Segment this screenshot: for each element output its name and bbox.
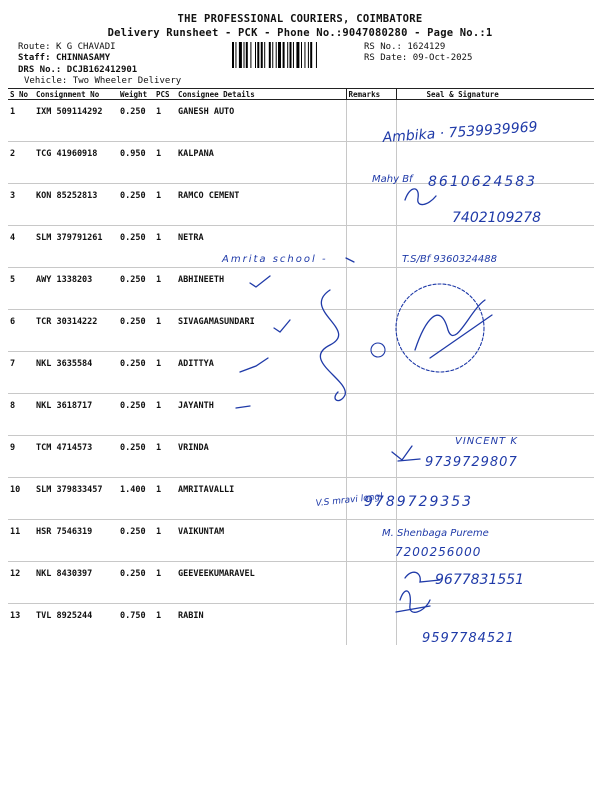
table-row [8, 226, 594, 268]
rs-no-value: 1624129 [407, 42, 446, 52]
cell-signature [396, 310, 594, 352]
cell-consignment: NKL 3635584 [34, 352, 118, 394]
cell-signature [396, 184, 594, 226]
table-row [8, 100, 594, 142]
cell-remarks [346, 142, 396, 184]
cell-consignment: HSR 7546319 [34, 520, 118, 562]
cell-pcs: 1 [154, 226, 176, 268]
table-row [8, 184, 594, 226]
cell-signature [396, 436, 594, 478]
handwritten-note: 8610624583 [428, 174, 538, 190]
barcode-icon [232, 42, 360, 68]
cell-pcs: 1 [156, 611, 162, 621]
table-row [8, 310, 594, 352]
table-row [8, 142, 594, 184]
vehicle-label: Vehicle: [24, 76, 68, 86]
cell-consignment: NKL 3618717 [34, 394, 118, 436]
cell-remarks [346, 604, 396, 646]
rs-no-line [364, 42, 445, 54]
cell-remarks [346, 184, 396, 226]
cell-consignment: SLM 379791261 [34, 226, 118, 268]
cell-weight: 0.250 [118, 436, 154, 478]
cell-signature [396, 268, 594, 310]
vehicle-line [24, 76, 181, 88]
cell-consignee: NETRA [176, 226, 346, 268]
cell-remarks [346, 478, 396, 520]
cell-sno: 2 [8, 142, 34, 184]
cell-pcs: 1 [154, 436, 176, 478]
cell-weight: 0.750 [120, 611, 146, 621]
cell-consignee: GANESH AUTO [176, 100, 346, 142]
cell-signature [396, 352, 594, 394]
cell-pcs: 1 [154, 478, 176, 520]
cell-remarks [346, 394, 396, 436]
handwritten-note: Amrita school - [222, 254, 328, 265]
cell-signature [396, 478, 594, 520]
table-header-row [8, 89, 594, 100]
staff-label: Staff: [18, 53, 51, 63]
cell-pcs: 1 [154, 310, 176, 352]
cell-remarks [346, 520, 396, 562]
handwritten-note: VINCENT K [455, 436, 518, 447]
cell-consignee: VAIKUNTAM [176, 520, 346, 562]
cell-signature [396, 142, 594, 184]
cell-signature [396, 100, 594, 142]
cell-consignment: IXM 509114292 [34, 100, 118, 142]
rs-no-label: RS No.: [364, 42, 402, 52]
table-row [8, 562, 594, 604]
cell-sno: 13 [10, 611, 21, 621]
handwritten-note: 9789729353 [364, 494, 474, 510]
company-title: THE PROFESSIONAL COURIERS, COIMBATORE [177, 13, 423, 25]
handwritten-note: T.S/Bf 9360324488 [402, 254, 497, 265]
cell-pcs: 1 [154, 394, 176, 436]
cell-sno: 8 [8, 394, 34, 436]
cell-sno: 5 [8, 268, 34, 310]
cell-consignee: AMRITAVALLI [176, 478, 346, 520]
cell-sno: 1 [8, 100, 34, 142]
cell-weight: 0.950 [118, 142, 154, 184]
drs-line [18, 65, 137, 77]
cell-consignee: RABIN [178, 611, 204, 621]
cell-pcs: 1 [154, 268, 176, 310]
drs-value: DCJB162412901 [66, 65, 138, 75]
route-value: K G CHAVADI [55, 42, 116, 52]
rs-date-value: 09-Oct-2025 [412, 53, 473, 63]
vehicle-value: Two Wheeler Delivery [72, 76, 182, 86]
handwritten-note: 9739729807 [425, 455, 518, 470]
cell-remarks [346, 100, 396, 142]
cell-signature [396, 562, 594, 604]
cell-weight: 0.250 [118, 268, 154, 310]
staff-value: CHINNASAMY [55, 53, 111, 63]
cell-sno: 6 [8, 310, 34, 352]
col-pcs: PCS [154, 89, 176, 100]
cell-pcs: 1 [154, 352, 176, 394]
cell-remarks [346, 268, 396, 310]
cell-pcs: 1 [154, 562, 176, 604]
route-line [18, 42, 116, 54]
handwritten-note: 9677831551 [435, 572, 525, 588]
cell-sno: 7 [8, 352, 34, 394]
cell-consignee: KALPANA [176, 142, 346, 184]
cell-signature [396, 520, 594, 562]
cell-consignee: VRINDA [176, 436, 346, 478]
handwritten-note: 7402109278 [452, 210, 542, 226]
handwritten-note: 7200256000 [395, 545, 482, 559]
cell-pcs: 1 [154, 100, 176, 142]
cell-weight: 1.400 [118, 478, 154, 520]
cell-consignee: GEEVEEKUMARAVEL [176, 562, 346, 604]
table-row [8, 394, 594, 436]
handwritten-note: Ambika · 7539939969 [382, 119, 539, 146]
cell-sno: 4 [8, 226, 34, 268]
cell-weight: 0.250 [118, 100, 154, 142]
cell-remarks [346, 562, 396, 604]
table-row [8, 478, 594, 520]
cell-sno: 3 [8, 184, 34, 226]
cell-pcs: 1 [154, 184, 176, 226]
cell-remarks [346, 226, 396, 268]
staff-line [18, 53, 110, 65]
cell-consignment: TVL 8925244 [36, 611, 93, 621]
cell-weight: 0.250 [118, 352, 154, 394]
cell-sno: 11 [8, 520, 34, 562]
cell-consignment: NKL 8430397 [34, 562, 118, 604]
cell-signature [396, 394, 594, 436]
col-consignment: Consignment No [34, 89, 118, 100]
cell-weight: 0.250 [118, 520, 154, 562]
cell-remarks [346, 310, 396, 352]
table-row [8, 352, 594, 394]
cell-consignee: ABHINEETH [176, 268, 346, 310]
cell-weight: 0.250 [118, 562, 154, 604]
cell-consignee: RAMCO CEMENT [176, 184, 346, 226]
cell-consignment: TCR 30314222 [34, 310, 118, 352]
delivery-table [8, 88, 594, 645]
rs-date-label: RS Date: [364, 53, 408, 63]
handwritten-note: Mahy Bf [372, 174, 413, 185]
cell-consignment: AWY 1338203 [34, 268, 118, 310]
cell-weight: 0.250 [118, 310, 154, 352]
runsheet-subtitle: Delivery Runsheet - PCK - Phone No.:9047080280 - Page No.:1 [107, 27, 493, 39]
cell-consignee: SIVAGAMASUNDARI [176, 310, 346, 352]
cell-consignee: JAYANTH [176, 394, 346, 436]
col-signature: Seal & Signature [396, 89, 594, 100]
cell-consignment: SLM 379833457 [34, 478, 118, 520]
handwritten-note: M. Shenbaga Pureme [382, 528, 489, 539]
col-remarks: Remarks [346, 89, 396, 100]
handwritten-note: 9597784521 [422, 631, 515, 646]
route-label: Route: [18, 42, 51, 52]
cell-weight: 0.250 [118, 394, 154, 436]
cell-consignment: TCG 41960918 [34, 142, 118, 184]
table-row [8, 268, 594, 310]
cell-pcs: 1 [154, 142, 176, 184]
table-row [8, 520, 594, 562]
cell-weight: 0.250 [118, 184, 154, 226]
col-consignee: Consignee Details [176, 89, 346, 100]
col-sno: S No [8, 89, 34, 100]
cell-remarks [346, 352, 396, 394]
cell-consignment: TCM 4714573 [34, 436, 118, 478]
rs-date-line [364, 53, 472, 65]
cell-sno: 10 [8, 478, 34, 520]
cell-remarks [346, 436, 396, 478]
cell-signature [396, 226, 594, 268]
drs-label: DRS No.: [18, 65, 62, 75]
cell-consignment: KON 85252813 [34, 184, 118, 226]
cell-signature [396, 604, 594, 646]
cell-weight: 0.250 [118, 226, 154, 268]
cell-sno: 12 [8, 562, 34, 604]
cell-pcs: 1 [154, 520, 176, 562]
handwritten-note: V.S mravi longl [315, 492, 384, 509]
cell-consignee: ADITTYA [176, 352, 346, 394]
col-weight: Weight [118, 89, 154, 100]
table-row [8, 436, 594, 478]
table-row [8, 604, 594, 646]
cell-sno: 9 [8, 436, 34, 478]
